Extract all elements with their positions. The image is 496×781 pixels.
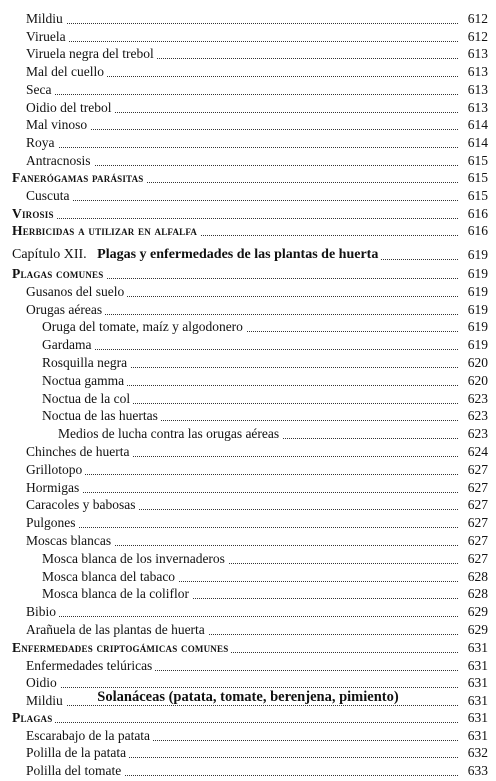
- toc-entry: [0, 152, 496, 170]
- toc-entry: [0, 568, 496, 586]
- toc-entry: [0, 585, 496, 603]
- toc-entry-label: Noctua de las huertas: [42, 407, 161, 425]
- toc-entry-label: Oruga del tomate, maíz y algodonero: [42, 318, 246, 336]
- toc-entry-label: Oidio: [26, 674, 60, 692]
- leader-dots: [26, 674, 464, 688]
- toc-entry: [0, 336, 496, 354]
- toc-entry-page-number: 624: [458, 443, 488, 461]
- toc-entry-page-number: 627: [458, 550, 488, 568]
- toc-entry-page-number: 629: [458, 603, 488, 621]
- toc-entry-label: Pulgones: [26, 514, 79, 532]
- leader-dots: [26, 187, 464, 201]
- toc-entry: [0, 81, 496, 99]
- toc-entry: [0, 187, 496, 205]
- toc-entry-page-number: 631: [458, 674, 488, 692]
- toc-entry-page-number: 613: [458, 99, 488, 117]
- leader-dots: [12, 205, 464, 219]
- leader-dots: [26, 461, 464, 475]
- toc-entry: [0, 283, 496, 301]
- toc-entry-page-number: 627: [458, 514, 488, 532]
- toc-entry: [0, 99, 496, 117]
- toc-entry-label: Bibio: [26, 603, 59, 621]
- toc-entry-label: Enfermedades telúricas: [26, 657, 155, 675]
- leader-dots: [12, 709, 464, 723]
- toc-entry: [0, 425, 496, 443]
- toc-entry: [0, 443, 496, 461]
- toc-entry-label: Gusanos del suelo: [26, 283, 127, 301]
- toc-entry: [0, 621, 496, 639]
- toc-entry-page-number: 616: [458, 205, 488, 223]
- toc-entry: [0, 390, 496, 408]
- toc-entry-label: Noctua de la col: [42, 390, 133, 408]
- toc-entry-page-number: 613: [458, 63, 488, 81]
- toc-entry-page-number: 627: [458, 461, 488, 479]
- toc-entry: [0, 407, 496, 425]
- toc-entry-page-number: 629: [458, 621, 488, 639]
- toc-entry-label: Seca: [26, 81, 54, 99]
- leader-dots: [26, 116, 464, 130]
- toc-entry-page-number: 613: [458, 81, 488, 99]
- toc-entry-label: Noctua gamma: [42, 372, 127, 390]
- toc-entry-page-number: 628: [458, 568, 488, 586]
- toc-entry: [0, 205, 496, 223]
- leader-dots: [26, 514, 464, 528]
- toc-entry: [0, 639, 496, 657]
- leader-dots: [26, 28, 464, 42]
- toc-entry-label: Polilla de la patata: [26, 744, 129, 762]
- toc-entry-page-number: 631: [458, 639, 488, 657]
- chapter-page-number: 619: [458, 245, 488, 265]
- toc-entry-label: Herbicidas a utilizar en alfalfa: [12, 222, 200, 240]
- toc-entry-label: Arañuela de las plantas de huerta: [26, 621, 208, 639]
- toc-entry-label: Chinches de huerta: [26, 443, 132, 461]
- toc-entry-label: Mal del cuello: [26, 63, 107, 81]
- toc-entry-label: Mildiu: [26, 10, 66, 28]
- toc-entry-label: Mosca blanca de los invernaderos: [42, 550, 228, 568]
- toc-entry-page-number: 619: [458, 336, 488, 354]
- toc-entry: [0, 709, 496, 727]
- toc-entry-label: Mosca blanca de la coliflor: [42, 585, 192, 603]
- toc-entry: [0, 461, 496, 479]
- toc-entry: [0, 318, 496, 336]
- toc-entry-page-number: 612: [458, 10, 488, 28]
- toc-entry-page-number: 613: [458, 45, 488, 63]
- toc-entry-page-number: 612: [458, 28, 488, 46]
- toc-entry-label: Mildiu: [26, 692, 66, 710]
- leader-dots: [26, 479, 464, 493]
- toc-entry: [0, 479, 496, 497]
- toc-entry-page-number: 619: [458, 301, 488, 319]
- section-heading: Solanáceas (patata, tomate, berenjena, pimiento): [97, 689, 399, 705]
- leader-dots: [26, 134, 464, 148]
- toc-entry: [0, 63, 496, 81]
- toc-entry-label: Plagas: [12, 709, 55, 727]
- toc-entry-label: Gardama: [42, 336, 94, 354]
- toc-entry: [0, 222, 496, 240]
- chapter-line: [12, 245, 381, 265]
- toc-entry-label: Plagas comunes: [12, 265, 106, 283]
- toc-entry-label: Oidio del trebol: [26, 99, 114, 117]
- toc-entry-label: Viruela negra del trebol: [26, 45, 157, 63]
- chapter-row: [0, 245, 496, 265]
- toc-entry-label: Antracnosis: [26, 152, 94, 170]
- toc-entry: [0, 514, 496, 532]
- leader-dots: [26, 692, 464, 706]
- toc-entry-page-number: 620: [458, 372, 488, 390]
- chapter-title: Plagas y enfermedades de las plantas de huerta: [97, 247, 379, 262]
- toc-entry: [0, 532, 496, 550]
- leader-dots: [26, 603, 464, 617]
- toc-entry-label: Grillotopo: [26, 461, 85, 479]
- toc-entry-page-number: 632: [458, 744, 488, 762]
- toc-entry-page-number: 623: [458, 407, 488, 425]
- toc-entry-label: Hormigas: [26, 479, 82, 497]
- toc-entry-page-number: 615: [458, 187, 488, 205]
- toc-entry-page-number: 631: [458, 709, 488, 727]
- toc-entry: [0, 28, 496, 46]
- toc-entry: [0, 744, 496, 762]
- toc-entry: [0, 134, 496, 152]
- toc-entry-page-number: 615: [458, 152, 488, 170]
- toc-entry-page-number: 619: [458, 265, 488, 283]
- toc-entry: [0, 10, 496, 28]
- toc-entry: [0, 372, 496, 390]
- toc-entry-label: Viruela: [26, 28, 69, 46]
- toc-entry-page-number: 623: [458, 390, 488, 408]
- leader-dots: [42, 336, 464, 350]
- toc-entry: [0, 657, 496, 675]
- toc-entry-page-number: 631: [458, 727, 488, 745]
- toc-entry-label: Polilla del tomate: [26, 762, 124, 780]
- toc-entry-page-number: 631: [458, 692, 488, 710]
- toc-entry: [0, 45, 496, 63]
- toc-entry-page-number: 627: [458, 479, 488, 497]
- toc-entry-label: Fanerógamas parásitas: [12, 169, 147, 187]
- toc-entry-page-number: 633: [458, 762, 488, 780]
- toc-entry-label: Escarabajo de la patata: [26, 727, 153, 745]
- toc-entry-label: Mosca blanca del tabaco: [42, 568, 178, 586]
- toc-entry-label: Medios de lucha contra las orugas aéreas: [58, 425, 282, 443]
- toc-entry-page-number: 620: [458, 354, 488, 372]
- toc-entry: [0, 762, 496, 780]
- toc-entry-page-number: 627: [458, 532, 488, 550]
- chapter-number: Capítulo XII.: [12, 247, 87, 262]
- toc-entry: [0, 265, 496, 283]
- toc-entry-page-number: 631: [458, 657, 488, 675]
- toc-entry-label: Cuscuta: [26, 187, 73, 205]
- toc-entry-label: Rosquilla negra: [42, 354, 130, 372]
- toc-entry-label: Moscas blancas: [26, 532, 114, 550]
- leader-dots: [26, 81, 464, 95]
- toc-entry-page-number: 614: [458, 134, 488, 152]
- toc-entry-page-number: 628: [458, 585, 488, 603]
- toc-entry: [0, 354, 496, 372]
- toc-entry: [0, 727, 496, 745]
- toc-entry-page-number: 623: [458, 425, 488, 443]
- toc-entry-page-number: 616: [458, 222, 488, 240]
- toc-entry-label: Orugas aéreas: [26, 301, 105, 319]
- toc-entry-page-number: 619: [458, 318, 488, 336]
- toc-entry-page-number: 614: [458, 116, 488, 134]
- toc-entry-label: Virosis: [12, 205, 57, 223]
- leader-dots: [26, 10, 464, 24]
- toc-entry: [0, 301, 496, 319]
- toc-entry-page-number: 627: [458, 496, 488, 514]
- toc-entry: [0, 496, 496, 514]
- toc-entry-label: Enfermedades criptogámicas comunes: [12, 639, 231, 657]
- toc-entry: [0, 550, 496, 568]
- toc-entry-label: Roya: [26, 134, 58, 152]
- toc-entry-page-number: 615: [458, 169, 488, 187]
- toc-entry-label: Caracoles y babosas: [26, 496, 138, 514]
- toc-entry-label: Mal vinoso: [26, 116, 90, 134]
- toc-entry-page-number: 619: [458, 283, 488, 301]
- toc-entry: [0, 169, 496, 187]
- toc-entry: [0, 603, 496, 621]
- toc-entry: [0, 692, 496, 710]
- toc-entry: [0, 116, 496, 134]
